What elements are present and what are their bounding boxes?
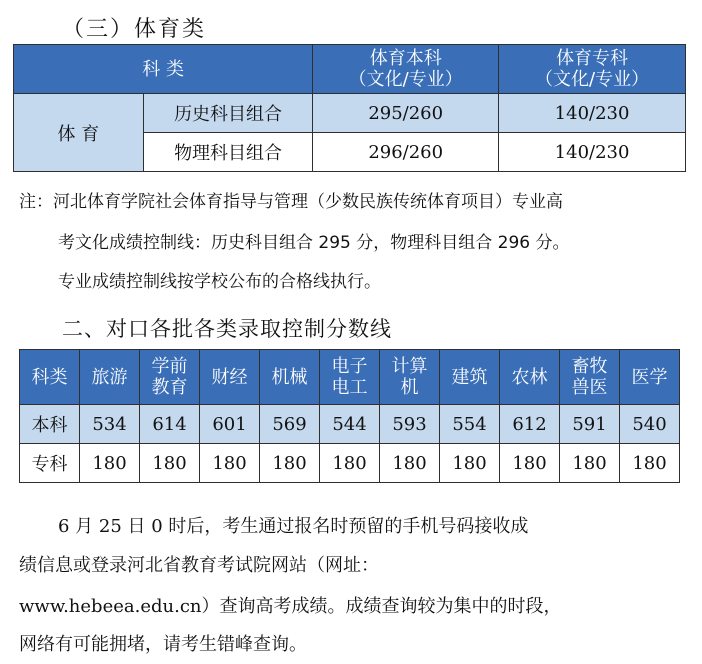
header-7-line1: 建筑	[451, 366, 488, 388]
score-cell: 180	[80, 444, 140, 483]
row-label-history: 历史科目组合	[143, 94, 312, 133]
header-benke-line2: （文化/专业）	[348, 69, 463, 90]
score-cell: 180	[260, 444, 320, 483]
header-10-line1: 医学	[631, 366, 668, 388]
cell-physics-zhuanke: 140/230	[499, 133, 686, 172]
header-2-line1: 学前	[151, 356, 188, 377]
header-6-line1: 计算	[391, 356, 428, 377]
score-cell: 180	[320, 444, 380, 483]
score-cell: 593	[380, 405, 440, 444]
score-cell: 544	[320, 405, 380, 444]
header-5	[320, 350, 380, 405]
header-8	[500, 350, 560, 405]
header-10	[620, 350, 680, 405]
header-category: 科 类	[14, 45, 313, 94]
header-zhuanke-line1: 体育专科	[556, 48, 629, 69]
note-line3: 专业成绩控制线按学校公布的合格线执行。	[58, 272, 381, 292]
vocational-score-table	[19, 349, 680, 483]
section2-title: 二、对口各批各类录取控制分数线	[62, 317, 392, 341]
row-label-1: 专科	[20, 444, 80, 483]
header-5-line2: 电工	[331, 377, 368, 398]
header-9-line1: 畜牧	[571, 356, 608, 377]
score-cell: 180	[500, 444, 560, 483]
score-cell: 591	[560, 405, 620, 444]
header-0	[20, 350, 80, 405]
header-2	[140, 350, 200, 405]
header-benke-line1: 体育本科	[369, 48, 442, 69]
row-label-0: 本科	[20, 405, 80, 444]
header-4	[260, 350, 320, 405]
paragraph-line2: 绩信息或登录河北省教育考试院网站（网址：	[19, 555, 379, 576]
row-group-sports: 体 育	[14, 94, 144, 172]
header-benke	[313, 45, 499, 94]
paragraph-line3: www.hebeea.edu.cn）查询高考成绩。成绩查询较为集中的时段，	[19, 596, 562, 617]
score-cell: 180	[200, 444, 260, 483]
header-7	[440, 350, 500, 405]
score-cell: 540	[620, 405, 680, 444]
section3-title: （三）体育类	[62, 17, 207, 42]
header-3-line1: 财经	[211, 366, 248, 388]
cell-history-zhuanke: 140/230	[499, 94, 686, 133]
score-cell: 601	[200, 405, 260, 444]
cell-history-benke: 295/260	[313, 94, 499, 133]
score-cell: 612	[500, 405, 560, 444]
note-line2: 考文化成绩控制线：历史科目组合 295 分，物理科目组合 296 分。	[58, 233, 570, 253]
header-6-line2: 机	[400, 377, 419, 398]
score-cell: 180	[560, 444, 620, 483]
header-1-line1: 旅游	[91, 366, 128, 388]
score-cell: 180	[440, 444, 500, 483]
header-1	[80, 350, 140, 405]
score-cell: 180	[380, 444, 440, 483]
header-5-line1: 电子	[331, 356, 368, 377]
header-zhuanke	[499, 45, 686, 94]
cell-physics-benke: 296/260	[313, 133, 499, 172]
paragraph-line1: 6 月 25 日 0 时后，考生通过报名时预留的手机号码接收成	[58, 516, 529, 537]
score-cell: 554	[440, 405, 500, 444]
header-9-line2: 兽医	[571, 377, 608, 398]
row-label-physics: 物理科目组合	[143, 133, 312, 172]
score-cell: 180	[140, 444, 200, 483]
header-3	[200, 350, 260, 405]
header-9	[560, 350, 620, 405]
header-2-line2: 教育	[151, 377, 188, 398]
paragraph-line4: 网络有可能拥堵，请考生错峰查询。	[19, 634, 307, 655]
header-zhuanke-line2: （文化/专业）	[535, 69, 650, 90]
header-6	[380, 350, 440, 405]
note-line1: 注：河北体育学院社会体育指导与管理（少数民族传统体育项目）专业高	[19, 192, 563, 212]
score-cell: 180	[620, 444, 680, 483]
sports-score-table	[13, 44, 686, 172]
header-4-line1: 机械	[271, 366, 308, 388]
header-8-line1: 农林	[511, 366, 548, 388]
score-cell: 569	[260, 405, 320, 444]
header-0-line1: 科类	[31, 366, 68, 388]
score-cell: 534	[80, 405, 140, 444]
score-cell: 614	[140, 405, 200, 444]
